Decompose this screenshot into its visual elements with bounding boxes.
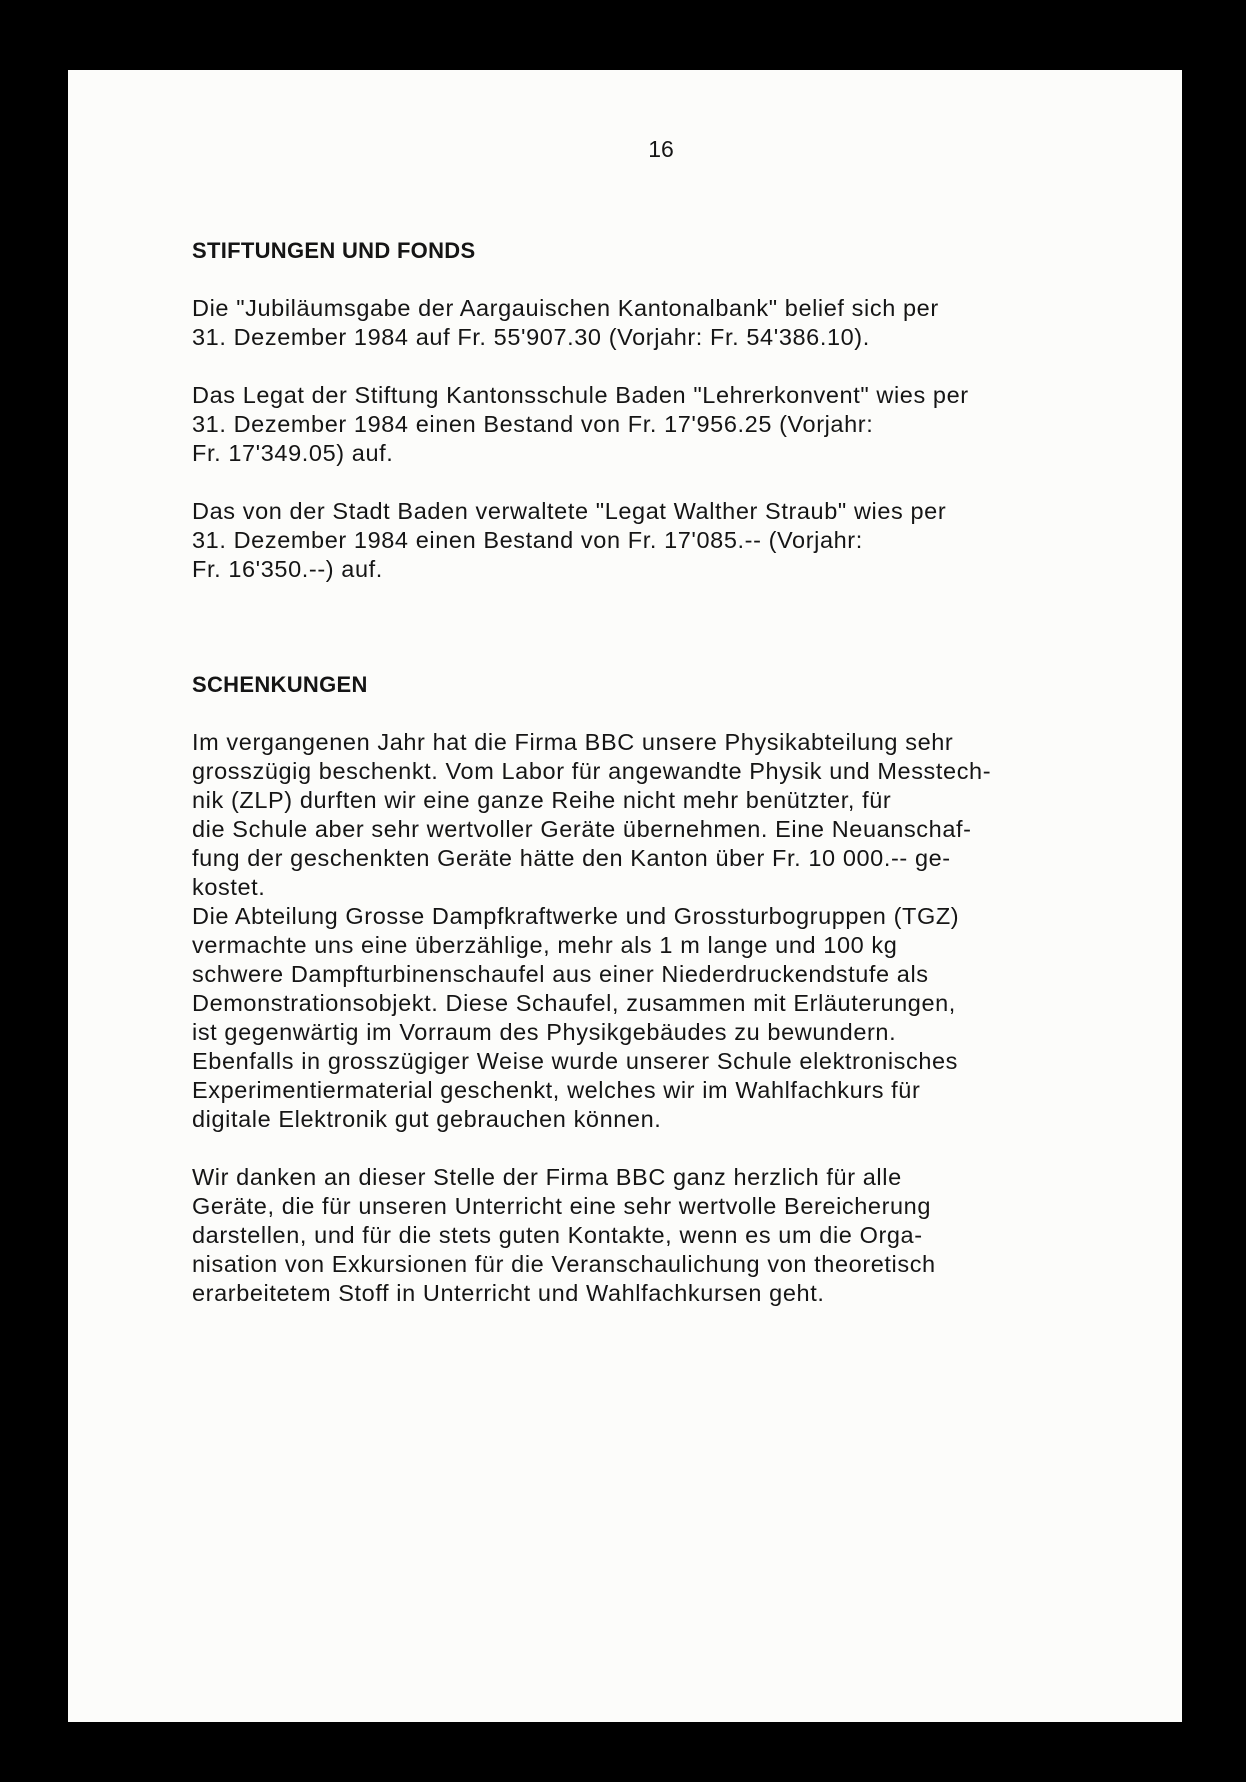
paragraph-legat-straub <box>192 497 1102 584</box>
text-line: grosszügig beschenkt. Vom Labor für angewandte Physik und Messtech- <box>192 758 992 784</box>
section-heading-schenkungen: SCHENKUNGEN <box>192 672 368 697</box>
text-line: schwere Dampfturbinenschaufel aus einer Niederdruckendstufe als <box>192 961 929 987</box>
text-line: kostet. <box>192 874 266 900</box>
text-line: darstellen, und für die stets guten Kontakte, wenn es um die Orga- <box>192 1222 923 1248</box>
text-line: Ebenfalls in grosszügiger Weise wurde unserer Schule elektronisches <box>192 1048 959 1074</box>
text-line: erarbeitetem Stoff in Unterricht und Wahlfachkursen geht. <box>192 1280 825 1306</box>
section-heading-stiftungen: STIFTUNGEN UND FONDS <box>192 238 476 263</box>
text-line: Fr. 16'350.--) auf. <box>192 556 383 582</box>
text-line: nik (ZLP) durften wir eine ganze Reihe nicht mehr benützter, für <box>192 787 892 813</box>
text-line: Experimentiermaterial geschenkt, welches wir im Wahlfachkurs für <box>192 1077 921 1103</box>
text-line: Demonstrationsobjekt. Diese Schaufel, zusammen mit Erläuterungen, <box>192 990 956 1016</box>
text-line: Fr. 17'349.05) auf. <box>192 440 394 466</box>
paragraph-jubilaeumsgabe <box>192 294 1102 352</box>
text-line: nisation von Exkursionen für die Veranschaulichung von theoretisch <box>192 1251 936 1277</box>
text-line: Wir danken an dieser Stelle der Firma BBC ganz herzlich für alle <box>192 1164 902 1190</box>
text-line: 31. Dezember 1984 einen Bestand von Fr. 17'085.-- (Vorjahr: <box>192 527 863 553</box>
text-line: ist gegenwärtig im Vorraum des Physikgebäudes zu bewundern. <box>192 1019 897 1045</box>
text-line: digitale Elektronik gut gebrauchen können. <box>192 1106 662 1132</box>
text-line: Geräte, die für unseren Unterricht eine sehr wertvolle Bereicherung <box>192 1193 932 1219</box>
text-line: 31. Dezember 1984 auf Fr. 55'907.30 (Vorjahr: Fr. 54'386.10). <box>192 324 870 350</box>
paragraph-dank <box>192 1163 1102 1308</box>
document-page <box>68 70 1182 1722</box>
page-body <box>192 236 1102 1308</box>
paragraph-legat-lehrerkonvent <box>192 381 1102 468</box>
text-line: 31. Dezember 1984 einen Bestand von Fr. 17'956.25 (Vorjahr: <box>192 411 874 437</box>
text-line: Im vergangenen Jahr hat die Firma BBC unsere Physikabteilung sehr <box>192 729 954 755</box>
text-line: vermachte uns eine überzählige, mehr als 1 m lange und 100 kg <box>192 932 898 958</box>
text-line: Die "Jubiläumsgabe der Aargauischen Kantonalbank" belief sich per <box>192 295 939 321</box>
text-line: Die Abteilung Grosse Dampfkraftwerke und Grossturbogruppen (TGZ) <box>192 903 960 929</box>
text-line: Das von der Stadt Baden verwaltete "Legat Walther Straub" wies per <box>192 498 947 524</box>
text-line: fung der geschenkten Geräte hätte den Kanton über Fr. 10 000.-- ge- <box>192 845 951 871</box>
text-line: die Schule aber sehr wertvoller Geräte übernehmen. Eine Neuanschaf- <box>192 816 972 842</box>
page-number: 16 <box>648 136 674 162</box>
text-line: Das Legat der Stiftung Kantonsschule Baden "Lehrerkonvent" wies per <box>192 382 969 408</box>
paragraph-bbc-schenkung <box>192 728 1102 1134</box>
